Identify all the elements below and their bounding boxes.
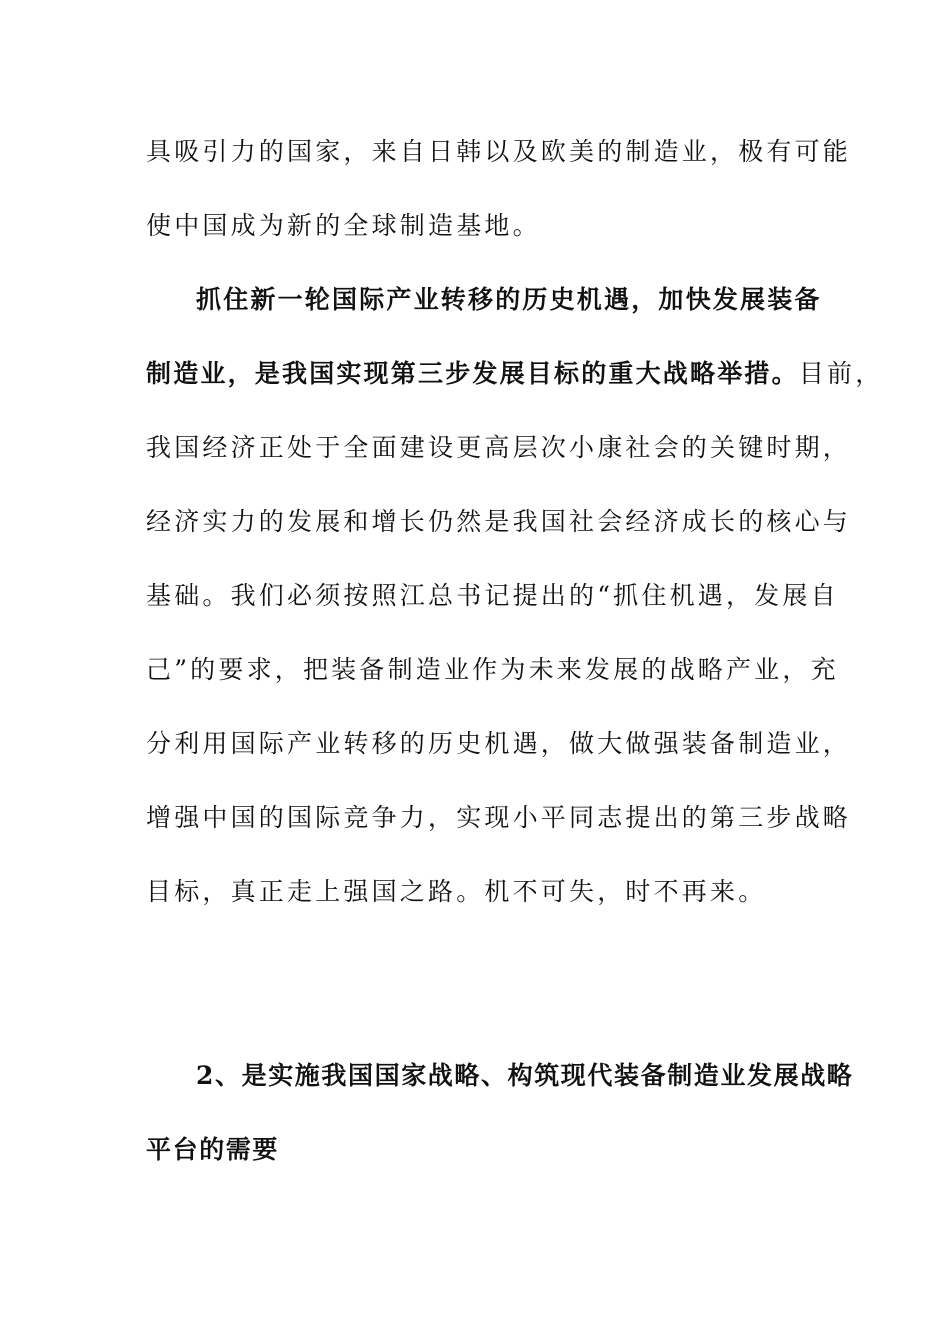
paragraph-2-line-3: 我国经济正处于全面建设更高层次小康社会的关键时期， — [146, 433, 852, 462]
section-heading-line-2: 平台的需要 — [146, 1135, 280, 1164]
paragraph-2-line-5: 基础。我们必须按照江总书记提出的“抓住机遇，发展自 — [146, 581, 839, 610]
paragraph-1-line-2: 使中国成为新的全球制造基地。 — [146, 211, 541, 240]
paragraph-2-line-7: 分利用国际产业转移的历史机遇，做大做强装备制造业， — [146, 729, 852, 758]
paragraph-1-line-1: 具吸引力的国家，来自日韩以及欧美的制造业，极有可能 — [146, 137, 852, 166]
paragraph-2-bold-line-1: 抓住新一轮国际产业转移的历史机遇，加快发展装备 — [196, 285, 822, 314]
paragraph-2-normal-start: 目前， — [798, 359, 884, 388]
paragraph-2-bold-line-2: 制造业，是我国实现第三步发展目标的重大战略举措。 — [146, 359, 799, 388]
paragraph-2-line-2 — [146, 356, 884, 392]
section-heading-line-1: 2、是实施我国国家战略、构筑现代装备制造业发展战略 — [196, 1061, 854, 1090]
paragraph-2-line-6: 己”的要求，把装备制造业作为未来发展的战略产业，充 — [146, 655, 839, 684]
paragraph-2-line-8: 增强中国的国际竞争力，实现小平同志提出的第三步战略 — [146, 803, 852, 832]
paragraph-2-line-4: 经济实力的发展和增长仍然是我国社会经济成长的核心与 — [146, 507, 852, 536]
paragraph-2-line-9: 目标，真正走上强国之路。机不可失，时不再来。 — [146, 877, 767, 906]
